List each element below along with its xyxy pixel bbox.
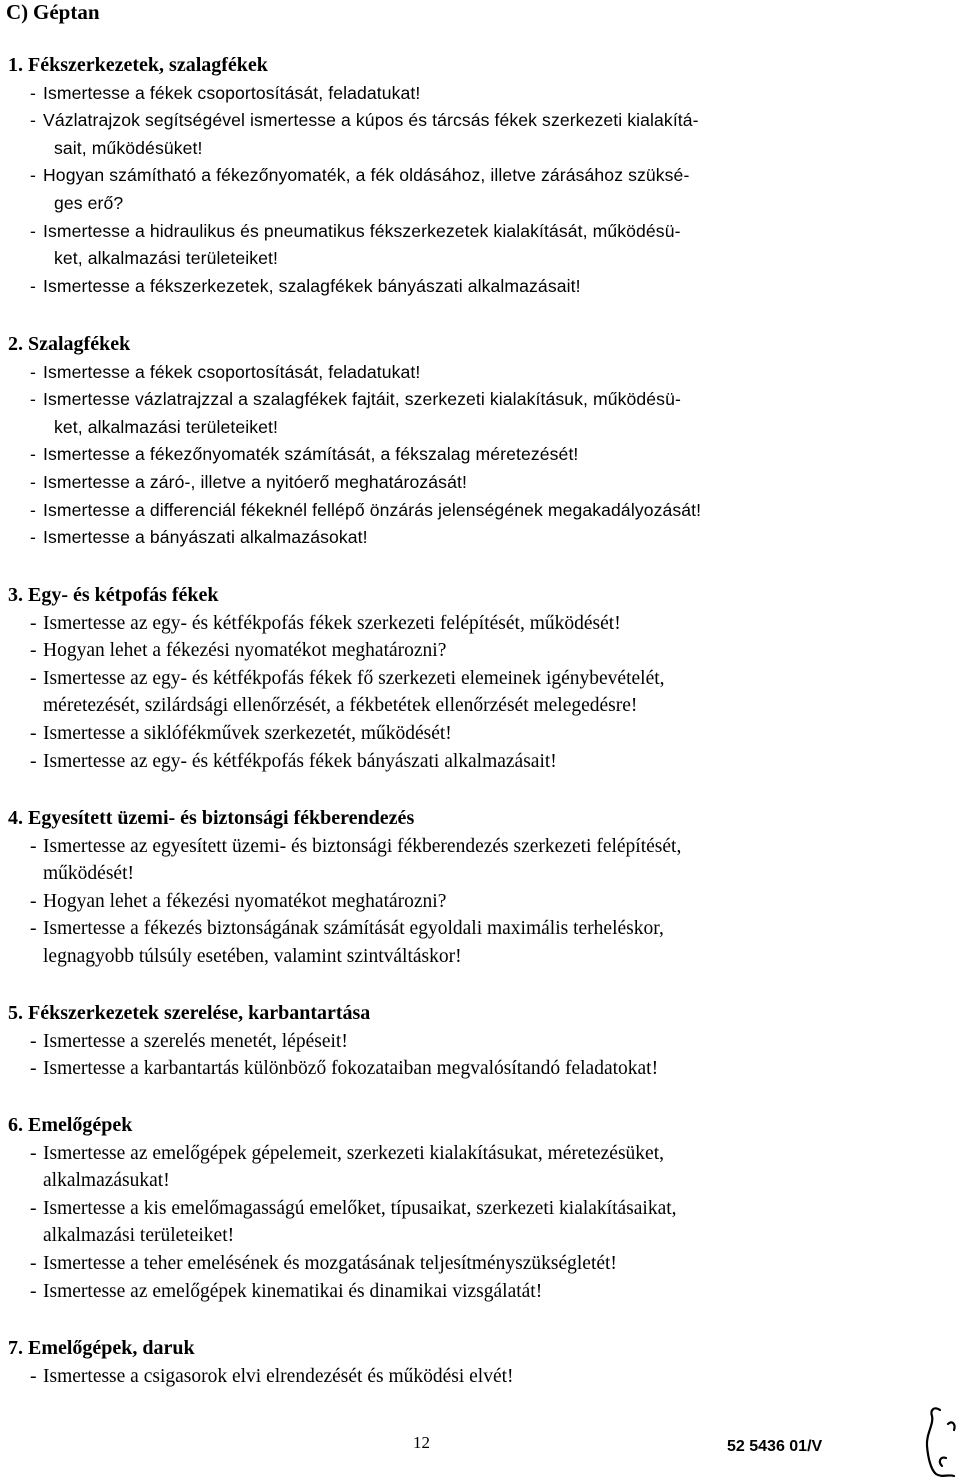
- list-item: - Ismertesse vázlatrajzzal a szalagfékek fajtáit, szerkezeti kialakításuk, működésü- ket, alkalmazási területeiket!: [30, 389, 681, 437]
- section-heading: 6. Emelőgépek: [8, 1114, 133, 1136]
- list-item: - Ismertesse az emelőgépek kinematikai és dinamikai vizsgálatát!: [30, 1280, 543, 1302]
- list-item: - Hogyan lehet a fékezési nyomatékot meghatározni?: [30, 890, 447, 912]
- section-1: [8, 52, 888, 300]
- section-heading: 2. Szalagfékek: [8, 333, 131, 355]
- section-heading: 3. Egy- és kétpofás fékek: [8, 584, 219, 606]
- page-title: [6, 0, 100, 25]
- list-item: - Ismertesse a karbantartás különböző fokozataiban megvalósítandó feladatokat!: [30, 1058, 659, 1080]
- page-title-letter: C): [6, 0, 29, 24]
- list-item: - Ismertesse a fékek csoportosítását, feladatukat!: [30, 361, 421, 382]
- list-item: - Ismertesse a bányászati alkalmazásokat!: [30, 527, 368, 548]
- list-item: - Hogyan számítható a fékezőnyomaték, a fék oldásához, illetve zárásához szüksé- ges erő?: [30, 165, 690, 213]
- section-3: [8, 582, 888, 775]
- section-6: [8, 1112, 888, 1305]
- section-5: [8, 1000, 888, 1083]
- section-2: [8, 331, 888, 552]
- list-item: - Ismertesse az egy- és kétfékpofás fékek szerkezeti felépítését, működését!: [30, 612, 621, 634]
- section-4: [8, 805, 888, 971]
- list-item: - Ismertesse a teher emelésének és mozgatásának teljesítményszükségletét!: [30, 1252, 617, 1274]
- page-number: 12: [413, 1433, 430, 1452]
- list-item: - Ismertesse a csigasorok elvi elrendezését és működési elvét!: [30, 1365, 514, 1387]
- list-item: - Ismertesse a fékezés biztonságának számítását egyoldali maximális terheléskor, legnagyobb túlsúly esetében, valamint szintváltáskor!: [30, 918, 664, 967]
- document-code: 52 5436 01/V: [727, 1438, 823, 1455]
- list-item: - Ismertesse a fékek csoportosítását, feladatukat!: [30, 82, 421, 103]
- list-item: - Ismertesse a záró-, illetve a nyitóerő meghatározását!: [30, 471, 467, 492]
- list-item: - Ismertesse a differenciál fékeknél fellépő önzárás jelenségének megakadályozását!: [30, 499, 702, 520]
- section-7: [8, 1335, 888, 1390]
- list-item: - Ismertesse a szerelés menetét, lépéseit!: [30, 1030, 348, 1052]
- list-item: - Ismertesse a fékszerkezetek, szalagfékek bányászati alkalmazásait!: [30, 275, 581, 296]
- list-item: - Hogyan lehet a fékezési nyomatékot meghatározni?: [30, 640, 447, 662]
- section-heading: 1. Fékszerkezetek, szalagfékek: [8, 54, 268, 76]
- list-item: - Ismertesse a kis emelőmagasságú emelőket, típusaikat, szerkezeti kialakításaikat, alkalmazási területeiket!: [30, 1197, 677, 1247]
- list-item: - Ismertesse az egyesített üzemi- és biztonsági fékberendezés szerkezeti felépítését, működését!: [30, 835, 682, 885]
- list-item: - Ismertesse az egy- és kétfékpofás fékek fő szerkezeti elemeinek igénybevételét, méretezését, szilárdsági ellenőrzését, a fékbetétek ellenőrzését melegedésre!: [30, 667, 665, 717]
- section-heading: 4. Egyesített üzemi- és biztonsági fékberendezés: [8, 807, 415, 829]
- list-item: - Ismertesse az egy- és kétfékpofás fékek bányászati alkalmazásait!: [30, 750, 557, 772]
- list-item: - Ismertesse a siklófékművek szerkezetét, működését!: [30, 722, 452, 744]
- list-item: - Ismertesse a fékezőnyomaték számítását, a fékszalag méretezését!: [30, 444, 579, 465]
- list-item: - Vázlatrajzok segítségével ismertesse a kúpos és tárcsás fékek szerkezeti kialakítá- sait, működésüket!: [30, 110, 699, 158]
- section-heading: 7. Emelőgépek, daruk: [8, 1337, 195, 1359]
- page-title-text: Géptan: [33, 0, 100, 24]
- section-heading: 5. Fékszerkezetek szerelése, karbantartása: [8, 1002, 371, 1024]
- list-item: - Ismertesse a hidraulikus és pneumatikus fékszerkezetek kialakítását, működésü- ket, alkalmazási területeiket!: [30, 220, 681, 269]
- signature-mark: [918, 1404, 960, 1480]
- list-item: - Ismertesse az emelőgépek gépelemeit, szerkezeti kialakításukat, méretezésüket, alkalmazásukat!: [30, 1142, 664, 1192]
